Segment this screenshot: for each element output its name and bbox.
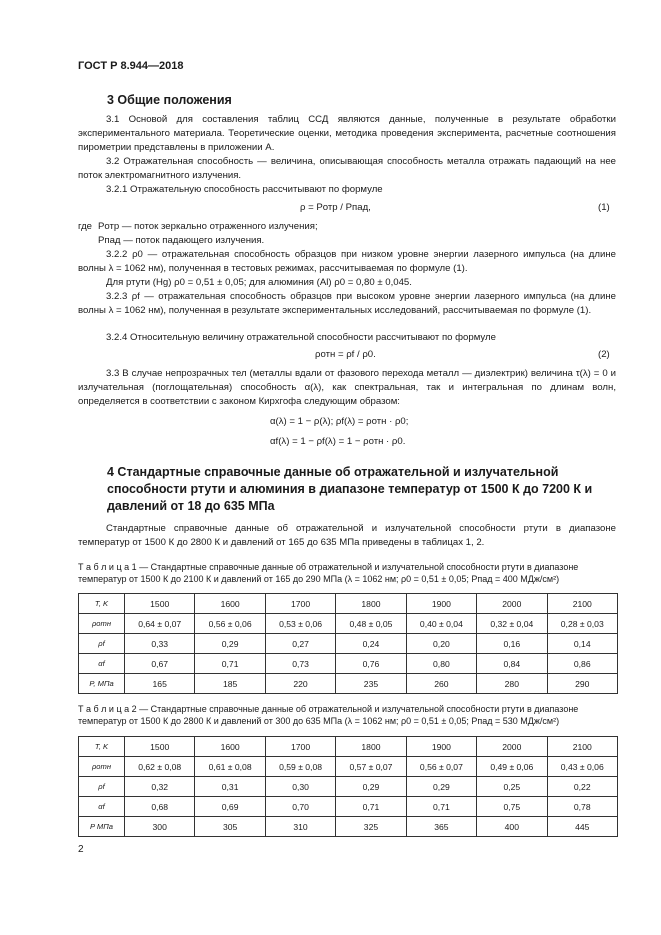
table-1-caption: Т а б л и ц а 1 — Стандартные справочные данные об отражательной и излучательной способности ртути в диапазоне температур от 1500 К до 2100 К и давлений от 165 до 290 МПа (λ = 1062 нм; ρ0 = 0,51 ± 0,05; Pпад = 400 МДж/см²)	[78, 562, 579, 584]
paragraph-3-1: 3.1 Основой для составления таблиц ССД являются данные, полученные в результате обработки экспериментального материала. Теоретические оценки, методика проведения эксперимента, расчетные соотношения пирометрии представлены в приложении А.	[78, 114, 616, 153]
table-cell: 0,78	[547, 797, 617, 817]
table-cell: 0,20	[406, 634, 476, 654]
table-cell: 0,30	[265, 777, 335, 797]
table-cell: 0,75	[477, 797, 547, 817]
table-cell: 0,49 ± 0,06	[477, 757, 547, 777]
table-cell: 1900	[406, 594, 476, 614]
table-cell: 300	[125, 817, 195, 837]
table-row	[79, 674, 618, 694]
table-cell: 185	[195, 674, 265, 694]
table-cell: 2000	[477, 594, 547, 614]
paragraph-3-2-1: 3.2.1 Отражательную способность рассчитывают по формуле	[106, 184, 383, 195]
table-1	[78, 593, 618, 694]
equation-number-2: (2)	[598, 349, 610, 360]
table-row	[79, 757, 618, 777]
table-row	[79, 634, 618, 654]
table-cell: 2000	[477, 737, 547, 757]
paragraph-3-2-2: 3.2.2 ρ0 — отражательная способность образцов при низком уровне энергии лазерного импульса (на длине волны λ = 1062 нм), полученная в тестовых режимах, рассчитываемая по формуле (1).	[78, 249, 616, 274]
table-2-caption: Т а б л и ц а 2 — Стандартные справочные данные об отражательной и излучательной способности ртути в диапазоне температур от 1500 К до 2800 К и давлений от 300 до 635 МПа (λ = 1062 нм; ρ0 = 0,51 ± 0,05; Pпад = 530 МДж/см²)	[78, 704, 579, 726]
table-cell: 0,16	[477, 634, 547, 654]
table-cell: 260	[406, 674, 476, 694]
table-row-label: ρотн	[79, 757, 125, 777]
table-row	[79, 614, 618, 634]
table-cell: 0,62 ± 0,08	[125, 757, 195, 777]
table-cell: 0,64 ± 0,07	[125, 614, 195, 634]
table-row-label: αf	[79, 797, 125, 817]
table-cell: 0,29	[336, 777, 406, 797]
formula-2: ρотн = ρf / ρ0.	[315, 349, 376, 360]
table-cell: 0,14	[547, 634, 617, 654]
formula-3: α(λ) = 1 − ρ(λ); ρf(λ) = ρотн · ρ0;	[270, 416, 409, 427]
table-cell: 1700	[265, 737, 335, 757]
table-cell: 1800	[336, 594, 406, 614]
table-cell: 1500	[125, 594, 195, 614]
table-cell: 0,40 ± 0,04	[406, 614, 476, 634]
table-row	[79, 594, 618, 614]
table-cell: 0,71	[406, 797, 476, 817]
table-cell: 0,68	[125, 797, 195, 817]
table-row	[79, 737, 618, 757]
table-row-label: ρf	[79, 777, 125, 797]
equation-number-1: (1)	[598, 202, 610, 213]
table-cell: 0,57 ± 0,07	[336, 757, 406, 777]
table-cell: 0,61 ± 0,08	[195, 757, 265, 777]
section-4-intro: Стандартные справочные данные об отражательной и излучательной способности ртути в диапазоне температур от 1500 К до 2800 К и давлений от 165 до 635 МПа приведены в таблицах 1, 2.	[78, 523, 616, 548]
table-cell: 0,53 ± 0,06	[265, 614, 335, 634]
table-cell: 0,59 ± 0,08	[265, 757, 335, 777]
table-row	[79, 654, 618, 674]
table-cell: 445	[547, 817, 617, 837]
paragraph-3-3: 3.3 В случае непрозрачных тел (металлы вдали от фазового перехода металл — диэлектрик) величина τ(λ) = 0 и излучательная (поглощательная) способность α(λ), как спектральная, так и интегральная по длинам волн, определяется в соответствии с законом Кирхгофа следующим образом:	[78, 368, 616, 407]
section-4-title: 4 Стандартные справочные данные об отражательной и излучательной способности ртути и алюминия в диапазоне температур от 1500 К до 7200 К и давлений от 18 до 635 МПа	[107, 465, 593, 513]
table-cell: 2100	[547, 594, 617, 614]
table-cell: 0,31	[195, 777, 265, 797]
table-cell: 0,25	[477, 777, 547, 797]
table-cell: 310	[265, 817, 335, 837]
table-row-label: T, K	[79, 594, 125, 614]
table-cell: 1600	[195, 594, 265, 614]
table-cell: 0,33	[125, 634, 195, 654]
table-cell: 365	[406, 817, 476, 837]
table-cell: 0,29	[406, 777, 476, 797]
where-definition-1: Pотр — поток зеркально отраженного излучения;	[98, 221, 318, 232]
table-row-label: T, K	[79, 737, 125, 757]
table-cell: 2100	[547, 737, 617, 757]
table-cell: 0,80	[406, 654, 476, 674]
table-row-label: αf	[79, 654, 125, 674]
table-cell: 1800	[336, 737, 406, 757]
table-row-label: ρотн	[79, 614, 125, 634]
table-cell: 0,32 ± 0,04	[477, 614, 547, 634]
paragraph-3-2-2-values: Для ртути (Hg) ρ0 = 0,51 ± 0,05; для алюминия (Al) ρ0 = 0,80 ± 0,045.	[106, 277, 412, 288]
table-cell: 1700	[265, 594, 335, 614]
where-label: где	[78, 221, 93, 232]
table-cell: 0,71	[336, 797, 406, 817]
table-cell: 0,67	[125, 654, 195, 674]
table-cell: 0,73	[265, 654, 335, 674]
table-cell: 0,69	[195, 797, 265, 817]
table-cell: 0,84	[477, 654, 547, 674]
table-cell: 165	[125, 674, 195, 694]
table-cell: 325	[336, 817, 406, 837]
table-cell: 0,24	[336, 634, 406, 654]
formula-4: αf(λ) = 1 − ρf(λ) = 1 − ρотн · ρ0.	[270, 436, 406, 447]
table-cell: 305	[195, 817, 265, 837]
table-cell: 0,76	[336, 654, 406, 674]
table-row	[79, 797, 618, 817]
table-row	[79, 817, 618, 837]
table-cell: 290	[547, 674, 617, 694]
table-cell: 0,22	[547, 777, 617, 797]
table-cell: 0,70	[265, 797, 335, 817]
table-cell: 0,29	[195, 634, 265, 654]
table-cell: 1600	[195, 737, 265, 757]
where-definition-2: Pпад — поток падающего излучения.	[98, 235, 265, 246]
table-cell: 280	[477, 674, 547, 694]
table-cell: 0,32	[125, 777, 195, 797]
page-number: 2	[78, 844, 84, 855]
table-cell: 235	[336, 674, 406, 694]
table-cell: 220	[265, 674, 335, 694]
document-header: ГОСТ Р 8.944—2018	[78, 60, 184, 72]
table-cell: 1500	[125, 737, 195, 757]
table-cell: 0,27	[265, 634, 335, 654]
table-2	[78, 736, 618, 837]
table-cell: 0,56 ± 0,07	[406, 757, 476, 777]
paragraph-3-2-4: 3.2.4 Относительную величину отражательной способности рассчитывают по формуле	[106, 332, 496, 343]
table-cell: 0,56 ± 0,06	[195, 614, 265, 634]
table-row-label: P МПа	[79, 817, 125, 837]
table-cell: 1900	[406, 737, 476, 757]
table-cell: 0,86	[547, 654, 617, 674]
formula-1: ρ = Pотр / Pпад,	[300, 202, 371, 213]
table-cell: 0,48 ± 0,05	[336, 614, 406, 634]
section-3-title: 3 Общие положения	[107, 93, 232, 107]
table-row-label: P, МПа	[79, 674, 125, 694]
table-cell: 0,28 ± 0,03	[547, 614, 617, 634]
table-row	[79, 777, 618, 797]
table-cell: 0,71	[195, 654, 265, 674]
table-cell: 0,43 ± 0,06	[547, 757, 617, 777]
table-cell: 400	[477, 817, 547, 837]
paragraph-3-2: 3.2 Отражательная способность — величина, описывающая способность металла отражать падающий на нее поток электромагнитного излучения.	[78, 156, 616, 181]
paragraph-3-2-3: 3.2.3 ρf — отражательная способность образцов при высоком уровне энергии лазерного импульса (на длине волны λ = 1062 нм), полученная в результате экспериментальных исследований, рассчитываемая по формуле (1).	[78, 291, 616, 316]
table-row-label: ρf	[79, 634, 125, 654]
